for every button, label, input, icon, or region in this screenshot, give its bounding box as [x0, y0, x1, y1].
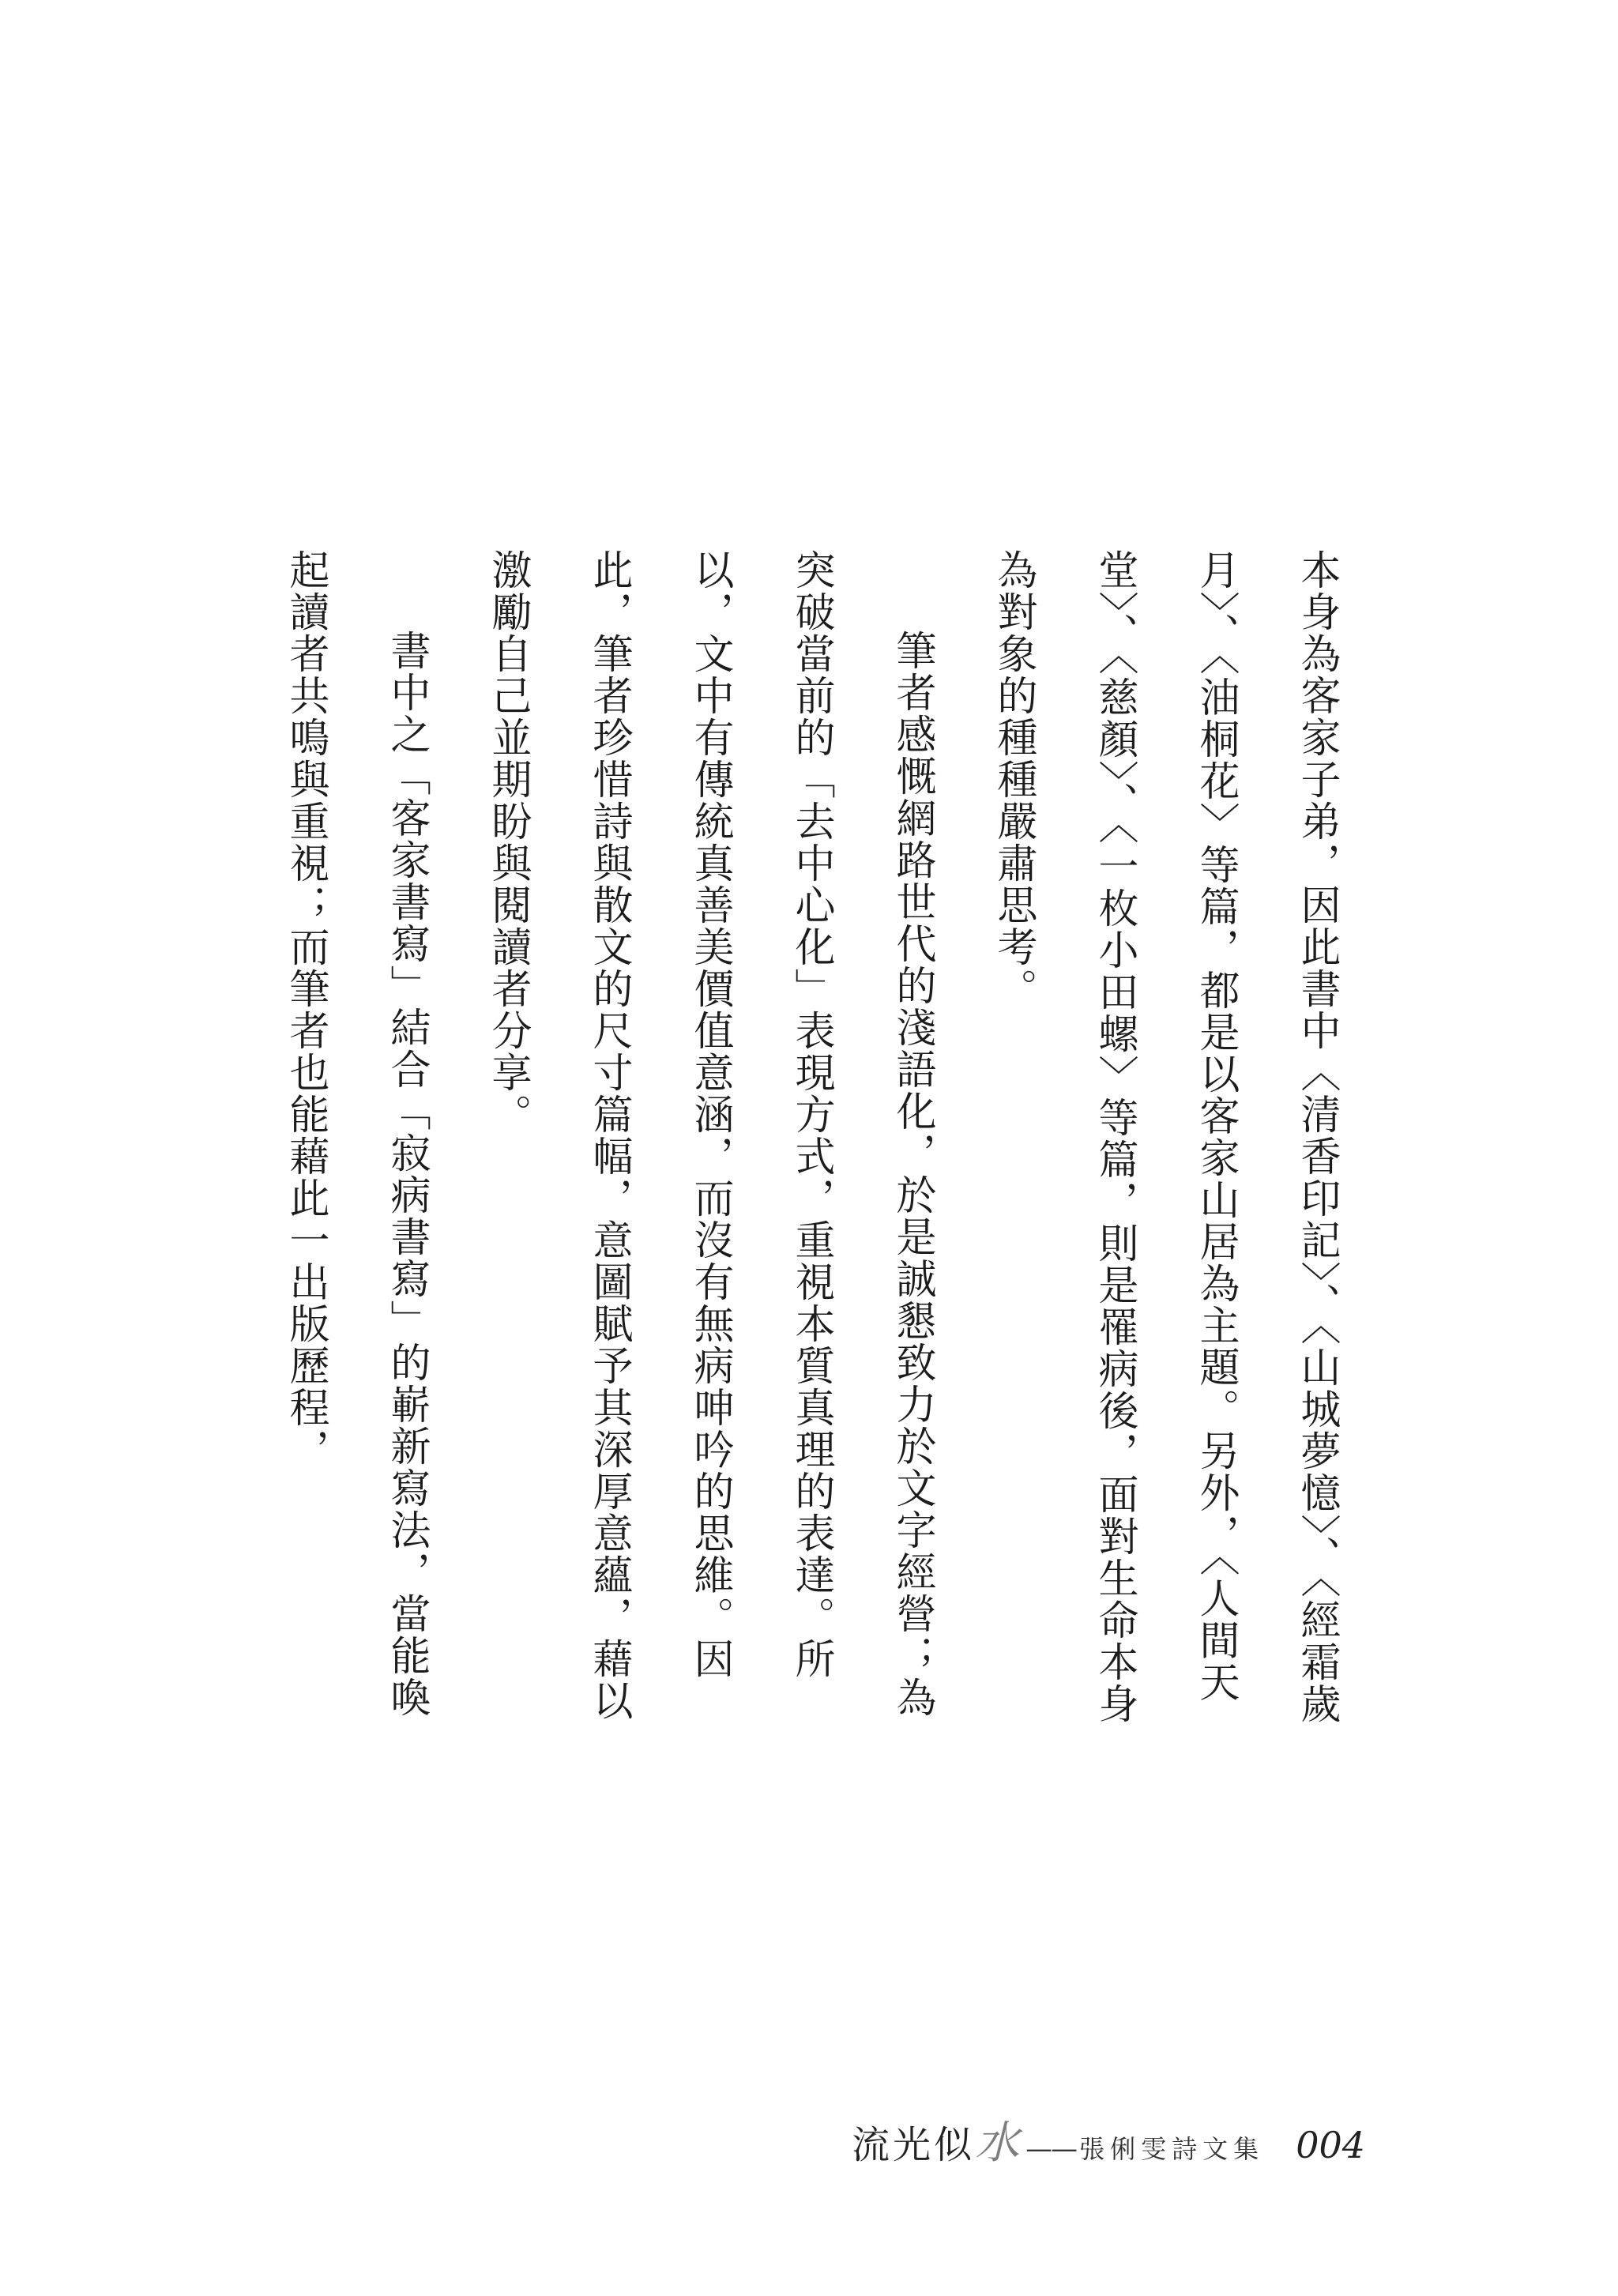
title-dash: —— — [1025, 2133, 1077, 2165]
page-footer — [852, 2108, 1365, 2171]
book-subtitle: 張俐雯詩文集 — [1079, 2134, 1265, 2164]
page-number: 004 — [1296, 2124, 1365, 2166]
book-title-accent: 水 — [975, 2117, 1020, 2169]
paragraph-3: 書中之「客家書寫」結合「寂病書寫」的嶄新寫法，當能喚起讀者共鳴與重視；而筆者也能藉此一出版歷程， — [282, 549, 430, 1718]
book-title: 流光似 — [852, 2123, 976, 2167]
vertical-text-body — [254, 549, 1367, 1734]
paragraph-1: 本身為客家子弟，因此書中〈清香印記〉、〈山城夢憶〉、〈經霜歲月〉、〈油桐花〉等篇，都是以客家山居為主題。另外，〈人間天堂〉、〈慈顏〉、〈一枚小田螺〉等篇，則是罹病後，面對生命本身為對象的種種嚴肅思考。 — [990, 549, 1340, 1725]
paragraph-2: 筆者感慨網路世代的淺語化，於是誠懇致力於文字經營；為突破當前的「去中心化」表現方式，重視本質真理的表達。所以，文中有傳統真善美價值意涵，而沒有無病呻吟的思維。因此，筆者珍惜詩與散文的尺寸篇幅，意圖賦予其深厚意蘊，藉以激勵自己並期盼與閱讀者分享。 — [484, 549, 935, 1722]
